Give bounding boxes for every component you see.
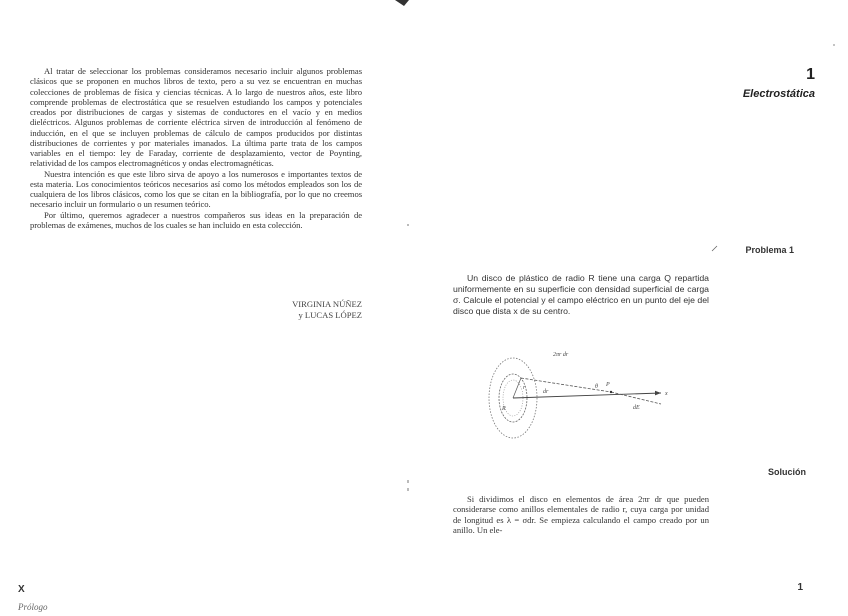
preface-text bbox=[30, 66, 362, 230]
preface-paragraph-1: Al tratar de seleccionar los problemas consideramos necesario incluir algunos problemas clásicos que se proponen en muchos libros de texto, pero a su vez se encuentran en muchas colecciones de problemas de física y ciencias técnicas. A lo largo de nuestros años, este libro comprende problemas de electrostática que se resuelven estudiando los campos y potenciales creados por distribuciones de cargas y sistemas de conductores en el vacío y en medios dieléctricos. Algunos problemas de corriente eléctrica sirven de introducción al fenómeno de inducción, en el que se incluyen problemas de cálculo de campos producidos por distintas distribuciones de corrientes y por materiales imanados. La última parte trata de los campos variables en el tiempo: ley de Faraday, corriente de desplazamiento, vector de Poynting, relatividad de los campos electromagnéticos y ondas electromagnéticas. bbox=[30, 66, 362, 169]
chapter-number: 1 bbox=[806, 66, 815, 83]
label-field: dE bbox=[633, 405, 640, 411]
radius-line bbox=[513, 378, 521, 398]
preface-paragraph-2: Nuestra intención es que este libro sirva de apoyo a los numerosos e importantes textos de esta materia. Los conocimientos teóricos necesarios así como los métodos empleados son los de cualquiera de los libros clásicos, como los que se citan en la bibliografía, por lo que no creemos necesario incluir un formulario o un resumen teórico. bbox=[30, 168, 362, 210]
signature-line-2: y LUCAS LÓPEZ bbox=[298, 310, 362, 320]
x-axis-line bbox=[513, 393, 661, 398]
solution-paragraph: Si dividimos el disco en elementos de área 2πr dr que pueden considerarse como anillos elementales de radio r, cuya carga por unidad de longitud es λ = σdr. Se empieza calculando el campo creado por un anillo. Un ele- bbox=[453, 494, 709, 535]
right-page-number: 1 bbox=[797, 582, 803, 593]
chapter-title: Electrostática bbox=[742, 88, 815, 100]
left-page-number: X bbox=[18, 584, 25, 595]
solution-heading: Solución bbox=[768, 467, 806, 477]
disk-figure bbox=[485, 348, 675, 440]
solution-body bbox=[453, 494, 709, 535]
preface-paragraph-3: Por último, queremos agradecer a nuestros compañeros sus ideas en la preparación de problemas de exámenes, muchos de los cuales se han incluido en esta colección. bbox=[30, 209, 362, 230]
label-ring: 2πr dr bbox=[553, 352, 569, 358]
right-page bbox=[415, 0, 848, 616]
problem-heading: Problema 1 bbox=[745, 245, 794, 255]
preface-signature bbox=[190, 299, 362, 321]
label-dr: dr bbox=[543, 389, 549, 395]
label-angle: θ bbox=[595, 384, 598, 390]
left-running-head: Prólogo bbox=[18, 602, 48, 612]
problem-statement bbox=[453, 273, 709, 317]
problem-paragraph: Un disco de plástico de radio R tiene una carga Q repartida uniformemente en su superficie con densidad superficial de carga σ. Calcule el potencial y el campo eléctrico en un punto del eje del disco que dista x de su centro. bbox=[453, 273, 709, 317]
label-r: r bbox=[523, 385, 526, 391]
point-p-marker bbox=[610, 391, 612, 393]
left-page bbox=[0, 0, 415, 616]
label-point-p: P bbox=[606, 382, 610, 388]
label-axis-x: x bbox=[665, 391, 668, 397]
x-axis-arrow bbox=[655, 391, 661, 396]
label-radius: R bbox=[502, 406, 506, 412]
signature-line-1: VIRGINIA NÚÑEZ bbox=[292, 299, 362, 309]
